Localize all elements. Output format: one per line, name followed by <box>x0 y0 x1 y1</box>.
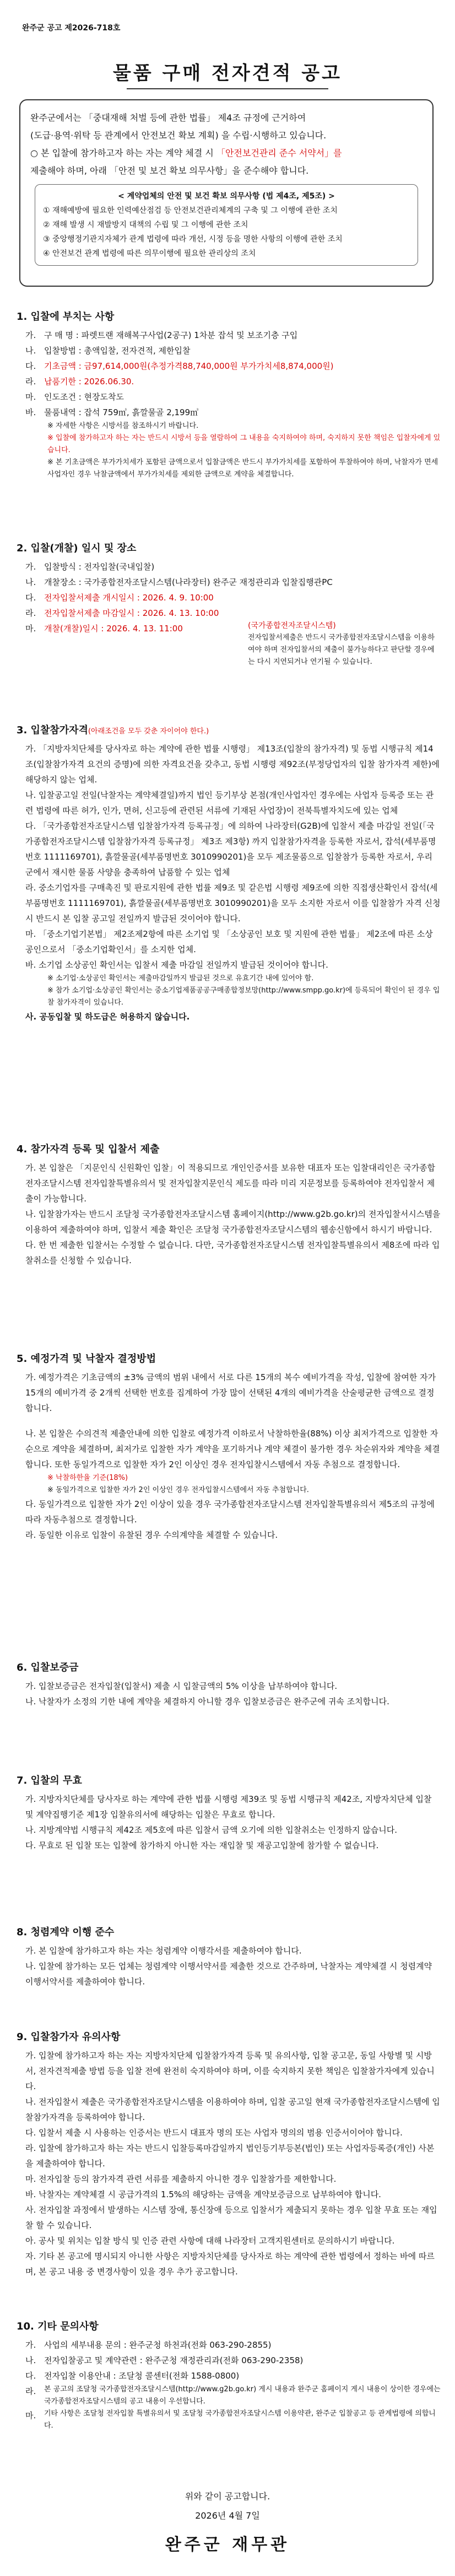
row-text: 입찰방식 : 전자입찰(국내입찰) <box>44 562 155 572</box>
row-text: 개찰장소 : 국가종합전자조달시스템(나라장터) 완주군 재정관리과 입찰집행관PC <box>44 577 333 587</box>
issuing-authority: 완주군 재무관 <box>165 2535 290 2554</box>
closing-line: 위와 같이 공고합니다. <box>185 2491 270 2502</box>
row-key: 라. <box>25 377 36 387</box>
s1-row <box>17 343 441 358</box>
s9-para: 가. 입찰에 참가하고자 하는 자는 지방자치단체 입찰참가자격 등록 및 유의사항, 입찰 공고문, 동일 사항별 및 시방서, 전자견적제출 방법 등을 입찰 전에 완전히 숙지하여야 하며, 이를 숙지하지 못한 책임은 입찰참가자에게 있습니다. <box>25 2051 435 2091</box>
s4-para: 가. 본 입찰은 「지문인식 신원확인 입찰」이 적용되므로 개인인증서를 보유한 대표자 또는 입찰대리인은 국가종합전자조달시스템 전자입찰특별유의서 및 전자입찰지문인식 제도를 따라 미리 지문정보를 등록하여야 전자입찰서 제출이 가능합니다. <box>25 1163 436 1204</box>
title-underline <box>127 88 328 89</box>
s8-para: 나. 입찰에 참가하는 모든 업체는 청렴계약 이행서약서를 제출한 것으로 간주하며, 낙찰자는 계약체결 시 청렴계약 이행서약서를 제출하여야 합니다. <box>25 1961 432 1987</box>
row-key: 나. <box>25 2355 36 2365</box>
s1-note: ※ 본 기초금액은 부가가치세가 포함된 금액으로서 입찰금액은 반드시 부가가치세를 포함하여 투찰하여야 하며, 낙찰자가 면세사업자인 경우 낙찰금액에서 부가가치세를 제외한 금액으로 계약을 체결합니다. <box>47 458 438 479</box>
s7-para: 가. 지방자치단체를 당사자로 하는 계약에 관한 법률 시행령 제39조 및 동법 시행규칙 제42조, 지방자치단체 입찰 및 계약집행기준 제1장 입찰유의서에 해당하는 입찰은 무효로 합니다. <box>25 1794 432 1820</box>
section-8-title: 8. 청렴계약 이행 준수 <box>17 1926 115 1938</box>
s1-row <box>17 358 441 374</box>
intro-line-4: 제출해야 하며, 아래 「안전 및 보건 확보 의무사항」을 준수해야 합니다. <box>30 165 309 176</box>
section-7 <box>17 1773 441 1853</box>
section-8 <box>17 1924 441 1989</box>
opening-time: 개찰(개찰)일시 : 2026. 4. 13. 11:00 <box>44 624 183 634</box>
obligation-box-title: < 계약업체의 안전 및 보건 확보 의무사항 (법 제4조, 제5조) > <box>118 192 335 201</box>
s9-para: 사. 전자입찰 과정에서 발생하는 시스템 장애, 통신장애 등으로 입찰서가 제출되지 못하는 경우 입찰 무효 또는 재입찰 할 수 있습니다. <box>25 2205 437 2230</box>
s6-para: 가. 입찰보증금은 전자입찰(입찰서) 제출 시 입찰금액의 5% 이상을 납부하여야 합니다. <box>25 1681 338 1691</box>
row-key: 마. <box>25 624 36 634</box>
s3-para: 나. 입찰공고일 전일(낙찰자는 계약체결일)까지 법인 등기부상 본점(개인사업자인 경우에는 사업자 등록증 또는 관련 법령에 따른 허가, 인가, 면허, 신고등에 관련된 서류에 기재된 사업장)이 전북특별자치도에 있는 업체 <box>25 790 434 815</box>
s9-para: 바. 낙찰자는 계약체결 시 공급가격의 1.5%의 해당하는 금액을 계약보증금으로 납부하여야 합니다. <box>25 2189 381 2199</box>
s9-para: 아. 공사 및 위치는 입찰 방식 및 인증 관련 사항에 대해 나라장터 고객지원센터로 문의하시기 바랍니다. <box>25 2236 395 2246</box>
s5-para: 나. 본 입찰은 수의견적 제출안내에 의한 입찰로 예정가격 이하로서 낙찰하한율(88%) 이상 최저가격으로 입찰한 자 순으로 계약을 체결하며, 최저가로 입찰한 자가 계약을 포기하거나 계약 체결이 불가한 경우 차순위자와 계약을 체결합니다. 또한 동일가격으로 입찰한 자가 2인 이상인 경우 전자입찰시스템에서 자동 추첨으로 결정합니다. <box>25 1429 440 1469</box>
bid-open-time: 전자입찰서제출 개시일시 : 2026. 4. 9. 10:00 <box>44 593 214 603</box>
row-text: 본 공고의 조달청 국가종합전자조달시스템(http://www.g2b.go.kr) 게시 내용과 완주군 홈페이지 게시 내용이 상이한 경우에는 국가종합전자조달시스템의 공고 내용이 우선합니다. <box>44 2385 441 2406</box>
row-text: 입찰방법 : 총액입찰, 전자견적, 제한입찰 <box>44 346 191 356</box>
section-4 <box>17 1141 441 1268</box>
base-price-text: 기초금액 : 금97,614,000원(추정가격88,740,000원 부가가치세8,874,000원) <box>44 361 334 371</box>
s8-para: 가. 본 입찰에 참가하고자 하는 자는 청렴계약 이행각서를 제출하여야 합니다. <box>25 1946 302 1956</box>
section-3-title-note: (아래조건을 모두 갖춘 자이어야 한다.) <box>88 727 209 736</box>
obligation-item: ① 재해예방에 필요한 인력예산점검 등 안전보건관리체계의 구축 및 그 이행에 관한 조치 <box>43 206 338 215</box>
intro-line-3b: 「안전보건관리 준수 서약서」를 <box>216 148 342 158</box>
s2-side-label: (국가종합전자조달시스템) <box>248 621 336 630</box>
row-key: 바. <box>25 407 36 417</box>
section-2 <box>17 540 441 680</box>
s7-para: 나. 지방계약법 시행규칙 제42조 제5호에 따른 입찰서 금액 오기에 의한 입찰취소는 인정하지 않습니다. <box>25 1825 397 1835</box>
section-9-title: 9. 입찰참가자 유의사항 <box>17 2031 121 2043</box>
obligation-box <box>35 184 418 266</box>
section-6-title: 6. 입찰보증금 <box>17 1662 79 1673</box>
s3-para: 가. 「지방자치단체를 당사자로 하는 계약에 관한 법률 시행령」 제13조(입찰의 참가자격) 및 동법 시행규칙 제14조(입찰참가자격 요건의 증명)에 의한 자격요건을 갖추고, 동법 시행령 제92조(부정당업자의 입찰 참가자격 제한)에 해당하지 않는 업체. <box>25 744 440 785</box>
row-key: 다. <box>25 2371 36 2381</box>
section-7-title: 7. 입찰의 무효 <box>17 1775 82 1786</box>
s1-row <box>17 389 441 405</box>
obligation-item: ③ 중앙행정기관지자체가 관계 법령에 따라 개선, 시정 등을 명한 사항의 이행에 관한 조치 <box>43 235 343 244</box>
row-key: 마. <box>25 392 36 402</box>
section-1 <box>17 309 441 481</box>
s9-para: 나. 전자입찰서 제출은 국가종합전자조달시스템을 이용하여야 하며, 입찰 공고일 현재 국가종합전자조달시스템에 입찰참가자격을 등록하여야 합니다. <box>25 2097 440 2122</box>
section-3-title-text: 3. 입찰참가자격 <box>17 724 88 736</box>
delivery-deadline-text: 납품기한 : 2026.06.30. <box>44 377 134 387</box>
s5-para: 다. 동일가격으로 입찰한 자가 2인 이상이 있을 경우 국가종합전자조달시스템 전자입찰특별유의서 제5조의 규정에 따라 자동추첨으로 결정합니다. <box>25 1499 435 1525</box>
page-title: 물품 구매 전자견적 공고 <box>113 62 342 84</box>
s9-para: 라. 입찰에 참가하고자 하는 자는 반드시 입찰등록마감일까지 법인등기부등본(법인) 또는 사업자등록증(개인) 사본을 제출하여야 합니다. <box>25 2143 435 2169</box>
s5-para: 가. 예정가격은 기초금액의 ±3% 금액의 범위 내에서 서로 다른 15개의 복수 예비가격을 작성, 입찰에 참여한 자가 15개의 예비가격 중 2개씩 선택한 번호를 집계하여 가장 많이 선택된 4개의 예비가격을 산술평균한 금액으로 결정합니다. <box>25 1372 436 1413</box>
s3-para: 라. 중소기업자를 구매촉진 및 판로지원에 관한 법률 제9조 및 같은법 시행령 제9조에 의한 직접생산확인서 잡석(세부품명번호 1111169701), 흙깔물골(세부품명번호 3010990201)을 모두 소지한 자로서 이를 입찰참가 자격 신청 시 반드시 본 입찰 공고일 전일까지 발급된 것이어야 합니다. <box>25 883 441 924</box>
row-key: 나. <box>25 577 36 587</box>
row-text: 구 매 명 : 파렛트랜 재해복구사업(2공구) 1차분 잡석 및 보조기층 구입 <box>44 330 298 340</box>
intro-box <box>19 99 434 287</box>
obligation-item: ④ 안전보건 관계 법령에 따른 의무이행에 필요한 관리상의 조치 <box>43 249 256 258</box>
row-text: 전자입찰공고 및 계약관련 : 완주군청 재정관리과(전화 063-290-2358) <box>44 2355 304 2365</box>
row-key: 다. <box>25 593 36 603</box>
section-3 <box>17 722 441 1024</box>
s9-para: 자. 기타 본 공고에 명시되지 아니한 사항은 지방자치단체를 당사자로 하는 계약에 관한 법령에서 정하는 바에 따르며, 본 공고 내용 중 변경사항이 있을 경우 추가 공고합니다. <box>25 2251 435 2277</box>
section-2-title: 2. 입찰(개찰) 일시 및 장소 <box>17 543 137 554</box>
s3-final: 사. 공동입찰 및 하도급은 허용하지 않습니다. <box>25 1012 190 1022</box>
s7-para: 다. 무효로 된 입찰 또는 입찰에 참가하지 아니한 자는 재입찰 및 재공고입찰에 참가할 수 없습니다. <box>25 1840 379 1850</box>
section-10 <box>17 2319 441 2432</box>
s3-note: ※ 소기업·소상공인 확인서는 제출마감일까지 발급된 것으로 유효기간 내에 있어야 함. <box>47 974 314 983</box>
s5-note: ※ 낙찰하한율 기준(18%) <box>47 1474 128 1482</box>
row-key: 가. <box>25 330 36 340</box>
document-number: 완주군 공고 제2026-718호 <box>22 24 121 33</box>
s9-para: 다. 입찰서 제출 시 사용하는 인증서는 반드시 대표자 명의 또는 사업자 명의의 범용 인증서이어야 합니다. <box>25 2128 403 2138</box>
s2-side-note: 전자입찰서제출은 반드시 국가종합전자조달시스템을 이용하여야 하며 전자입찰서의 제출이 불가능하다고 판단할 경우에는 다시 지연되거나 연기될 수 있습니다. <box>248 634 435 666</box>
row-key: 가. <box>25 562 36 572</box>
s3-para: 바. 소기업 소상공인 확인서는 입찰서 제출 마감일 전일까지 발급된 것이어야 합니다. <box>25 960 328 970</box>
section-5-title: 5. 예정가격 및 낙찰자 결정방법 <box>17 1353 156 1365</box>
section-1-title: 1. 입찰에 부치는 사항 <box>17 311 115 323</box>
obligation-item: ② 재해 발생 시 재발방지 대책의 수립 및 그 이행에 관한 조치 <box>43 221 248 229</box>
section-5 <box>17 1351 441 1543</box>
row-text: 전자입찰 이용안내 : 조달청 콜센터(전화 1588-0800) <box>44 2371 240 2381</box>
row-key: 라. <box>25 2386 36 2396</box>
s4-para: 다. 한 번 제출한 입찰서는 수정할 수 없습니다. 다만, 국가종합전자조달시스템 전자입찰특별유의서 제8조에 따라 입찰취소를 신청할 수 있습니다. <box>25 1240 440 1265</box>
intro-line-3a: ○ 본 입찰에 참가하고자 하는 자는 계약 체결 시 <box>30 148 216 158</box>
row-key: 다. <box>25 361 36 371</box>
s1-note: ※ 자세한 사항은 시방서를 참조하시기 바랍니다. <box>47 422 199 430</box>
s5-para: 라. 동일한 이유로 입찰이 유찰된 경우 수의계약을 체결할 수 있습니다. <box>25 1530 278 1540</box>
row-text: 기타 사항은 조달청 전자입찰 특별유의서 및 조달청 국가종합전자조달시스템 이용약관, 완주군 입찰공고 등 관계법령에 의합니다. <box>44 2409 436 2430</box>
s3-para: 다. 「국가종합전자조달시스템 입찰참가자격 등록규정」에 의하여 나라장터(G2B)에 입찰서 제출 마감일 전일(「국가종합전자조달시스템 입찰참가자격 등록규정」 제3조 제3항) 까지 입찰참가자격을 등록한 자로서, 잡석(세부품명번호 1111169701), 흙깔물골(세부품명번호 3010990201)을 모두 제조물품으로 입찰참가 등록한 자로서, 우리 군에서 재시한 물품 사양을 충족하여 납품할 수 있는 업체 <box>25 821 436 877</box>
section-10-title: 10. 기타 문의사항 <box>17 2321 99 2332</box>
s1-row <box>17 405 441 420</box>
row-text: 인도조건 : 현장도착도 <box>44 392 124 402</box>
row-key: 가. <box>25 2340 36 2350</box>
s4-para: 나. 입찰참가자는 반드시 조달청 국가종합전자조달시스템 홈페이지(http://www.g2b.go.kr)의 전자입찰서시스템을 이용하여 제출하여야 하며, 입찰서 제출 확인은 조달청 국가종합전자조달시스템의 웹송신함에서 하시기 바랍니다. <box>25 1209 441 1235</box>
section-4-title: 4. 참가자격 등록 및 입찰서 제출 <box>17 1144 160 1155</box>
row-key: 라. <box>25 608 36 618</box>
s3-para: 마. 「중소기업기본법」 제2조제2항에 따른 소기업 및 「소상공인 보호 및 지원에 관한 법률」 제2조에 따른 소상공인으로서 「중소기업확인서」를 소지한 업체. <box>25 929 433 954</box>
intro-line-2: (도급·용역·위탁 등 관계에서 안전보건 확보 계획) 을 수립·시행하고 있습니다. <box>30 130 327 141</box>
announcement-date: 2026년 4월 7일 <box>195 2510 260 2521</box>
intro-line-3 <box>30 146 422 161</box>
s9-para: 마. 전자입찰 등의 참가자격 관련 서류를 제출하지 아니한 경우 입찰참가를 제한합니다. <box>25 2174 337 2184</box>
section-9 <box>17 2029 441 2279</box>
bid-close-time: 전자입찰서제출 마감일시 : 2026. 4. 13. 10:00 <box>44 608 219 618</box>
section-6 <box>17 1660 441 1709</box>
s1-note: ※ 입찰에 참가하고자 하는 자는 반드시 시방서 등을 열람하여 그 내용을 숙지하여야 하며, 숙지하지 못한 책임은 입찰자에게 있습니다. <box>47 434 441 454</box>
s6-para: 나. 낙찰자가 소정의 기한 내에 계약을 체결하지 아니할 경우 입찰보증금은 완주군에 귀속 조치합니다. <box>25 1697 389 1706</box>
s1-row <box>17 328 441 343</box>
row-text: 사업의 세부내용 문의 : 완주군청 하천과(전화 063-290-2855) <box>44 2340 272 2350</box>
row-key: 마. <box>25 2411 36 2421</box>
s3-note: ※ 참가 소기업·소상공인 확인서는 중소기업제품공공구매종합정보망(http://www.smpp.go.kr)에 등록되어 확인이 된 경우 입찰 참가자격이 있습니다. <box>47 986 440 1007</box>
row-key: 나. <box>25 346 36 356</box>
s5-note: ※ 동일가격으로 입찰한 자가 2인 이상인 경우 전자입찰시스템에서 자동 추첨합니다. <box>47 1486 309 1494</box>
section-3-title <box>17 722 441 737</box>
intro-line-1: 완주군에서는 「중대재해 처벌 등에 관한 법률」 제4조 규정에 근거하여 <box>30 112 306 123</box>
row-text: 물품내역 : 잡석 759㎥, 흙깔물골 2,199㎥ <box>44 407 199 417</box>
s1-row <box>17 374 441 389</box>
